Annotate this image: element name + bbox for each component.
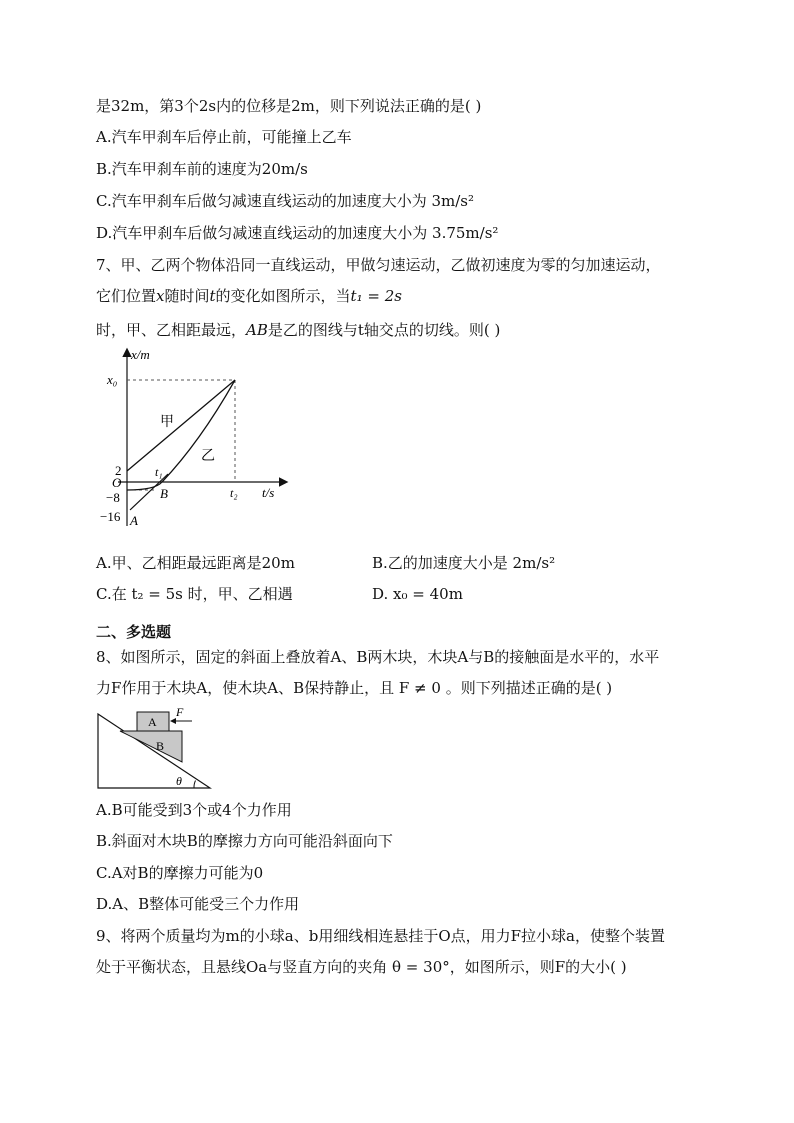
block-a-label: A [148,715,157,729]
q7-stem-line3 [96,320,500,340]
yi-curve [127,380,235,490]
var-x: x [156,287,165,305]
q6-option-c: C.汽车甲刹车后做匀减速直线运动的加速度大小为 3m/s² [96,192,475,210]
q8-stem-line2: 力F作用于木块A，使木块A、B保持静止，且 F ≠ 0 。则下列描述正确的是( ) [96,679,613,697]
a-point-label: A [130,513,138,528]
q8-option-b: B.斜面对木块B的摩擦力方向可能沿斜面向下 [96,832,393,850]
q7-option-a: A.甲、乙相距最远距离是20m [96,554,295,572]
q8-option-c: C.A对B的摩擦力可能为0 [96,864,264,882]
q7-text: 时，甲、乙相距最远， [96,321,247,339]
q7-position-time-graph [100,344,300,536]
q7-text: 随时间 [164,287,210,305]
force-f-label: F [176,705,184,719]
jia-line [127,380,235,471]
minus16-label: −16 [100,509,121,524]
q9-stem-line1: 9、将两个质量均为m的小球a、b用细线相连悬挂于O点，用力F拉小球a，使整个装置 [96,927,665,945]
t2-label: t₂ [230,486,238,500]
var-t: t [209,287,216,305]
q7-option-d: D. x₀ = 40m [372,585,463,603]
q6-stem-continuation: 是32m，第3个2s内的位移是2m，则下列说法正确的是( ) [96,97,482,115]
q7-text: 是乙的图线与t轴交点的切线。则( ) [267,321,501,339]
q6-option-a: A.汽车甲刹车后停止前，可能撞上乙车 [96,128,352,146]
origin-label: O [112,475,122,490]
q7-text: 它们位置 [96,287,157,305]
q7-option-b: B.乙的加速度大小是 2m/s² [372,554,556,572]
t1-label: t₁ [155,465,163,479]
y-axis-label: x/m [131,347,150,362]
q9-stem-line2: 处于平衡状态，且悬线Oa与竖直方向的夹角 θ = 30°，如图所示，则F的大小( ) [96,958,627,976]
q6-option-b: B.汽车甲刹车前的速度为20m/s [96,160,308,178]
q7-text: 的变化如图所示，当 [215,287,351,305]
var-ab: AB [246,321,268,339]
yi-label: 乙 [201,449,215,464]
q8-stem-line1: 8、如图所示，固定的斜面上叠放着A、B两木块，木块A与B的接触面是水平的，水平 [96,648,660,666]
section-title-multiple-choice: 二、多选题 [96,623,172,641]
jia-label: 甲 [160,415,174,430]
block-b-label: B [156,739,165,753]
b-point-label: B [160,486,168,501]
q8-incline-figure [96,704,216,792]
minus8-label: −8 [106,490,120,505]
x0-label: x₀ [107,372,118,387]
q8-option-d: D.A、B整体可能受三个力作用 [96,895,300,913]
q7-stem-line1: 7、甲、乙两个物体沿同一直线运动，甲做匀速运动，乙做初速度为零的匀加速运动， [96,256,661,274]
q6-option-d: D.汽车甲刹车后做匀减速直线运动的加速度大小为 3.75m/s² [96,224,499,242]
x-axis-label: t/s [262,485,275,500]
theta-label: θ [176,774,182,788]
q7-stem-line2 [96,286,402,306]
q8-option-a: A.B可能受到3个或4个力作用 [96,801,292,819]
y2-label: 2 [115,463,122,478]
q7-option-c: C.在 t₂ = 5s 时，甲、乙相遇 [96,585,293,603]
t1-equation: t₁ = 2s [350,287,402,305]
